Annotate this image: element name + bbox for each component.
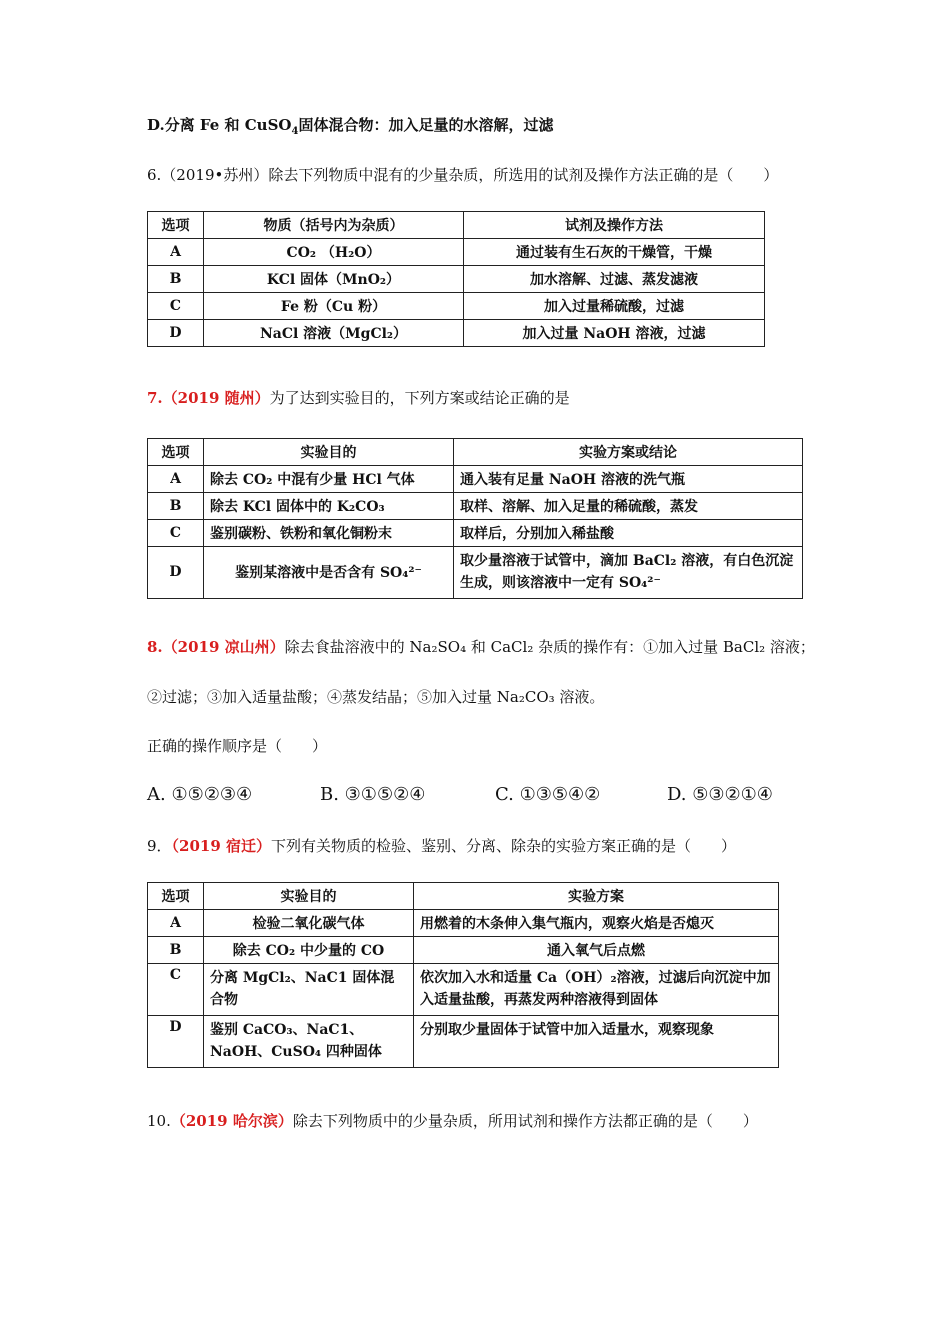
table-row: B 除去 KCl 固体中的 K₂CO₃ 取样、溶解、加入足量的稀硫酸，蒸发 (148, 493, 803, 520)
q9-stem: 9．（2019 宿迁）下列有关物质的检验、鉴别、分离、除杂的实验方案正确的是（ ） (147, 837, 737, 855)
table-row: B 除去 CO₂ 中少量的 CO 通入氧气后点燃 (148, 937, 779, 964)
q8-option-d: D. ⑤③②①④ (667, 784, 773, 805)
q8-stem-line3: 正确的操作顺序是（ ） (147, 737, 328, 755)
table-row: D 鉴别某溶液中是否含有 SO₄²⁻ 取少量溶液于试管中，滴加 BaCl₂ 溶液，有白色沉淀生成，则该溶液中一定有 SO₄²⁻ (148, 547, 803, 599)
q8-option-a: A. ①⑤②③④ (147, 784, 253, 805)
q6-table (147, 211, 765, 347)
q5-option-d: D.分离 Fe 和 CuSO$_4$固体混合物：加入足量的水溶解，过滤 (147, 116, 554, 137)
table-row: C 鉴别碳粉、铁粉和氧化铜粉末 取样后，分别加入稀盐酸 (148, 520, 803, 547)
table-row: A CO₂ （H₂O） 通过装有生石灰的干燥管，干燥 (148, 239, 765, 266)
table-row: A 检验二氧化碳气体 用燃着的木条伸入集气瓶内，观察火焰是否熄灭 (148, 910, 779, 937)
table-header-row: 选项 物质（括号内为杂质） 试剂及操作方法 (148, 212, 765, 239)
q8-stem-line2: ②过滤；③加入适量盐酸；④蒸发结晶；⑤加入过量 Na₂CO₃ 溶液。 (147, 688, 605, 706)
q8-option-b: B. ③①⑤②④ (320, 784, 426, 805)
q10-stem: 10.（2019 哈尔滨）除去下列物质中的少量杂质，所用试剂和操作方法都正确的是（ ） (147, 1112, 758, 1130)
q9-table (147, 882, 779, 1068)
table-row: C Fe 粉（Cu 粉） 加入过量稀硫酸，过滤 (148, 293, 765, 320)
table-header-row: 选项 实验目的 实验方案 (148, 883, 779, 910)
table-row: D 鉴别 CaCO₃、NaC1、NaOH、CuSO₄ 四种固体 分别取少量固体于试管中加入适量水，观察现象 (148, 1015, 779, 1067)
q7-stem: 7.（2019 随州）为了达到实验目的，下列方案或结论正确的是 (147, 389, 570, 407)
q8-option-c: C. ①③⑤④② (495, 784, 601, 805)
table-header-row: 选项 实验目的 实验方案或结论 (148, 439, 803, 466)
q7-table (147, 438, 803, 599)
q8-stem-line1: 8.（2019 凉山州）除去食盐溶液中的 Na₂SO₄ 和 CaCl₂ 杂质的操作有：①加入过量 BaCl₂ 溶液； (147, 638, 815, 656)
q6-stem: 6.（2019•苏州）除去下列物质中混有的少量杂质，所选用的试剂及操作方法正确的是（ ） (147, 166, 779, 184)
table-row: C 分离 MgCl₂、NaC1 固体混合物 依次加入水和适量 Ca（OH）₂溶液，过滤后向沉淀中加入适量盐酸，再蒸发两种溶液得到固体 (148, 964, 779, 1016)
table-row: A 除去 CO₂ 中混有少量 HCl 气体 通入装有足量 NaOH 溶液的洗气瓶 (148, 466, 803, 493)
table-row: B KCl 固体（MnO₂） 加水溶解、过滤、蒸发滤液 (148, 266, 765, 293)
table-row: D NaCl 溶液（MgCl₂） 加入过量 NaOH 溶液，过滤 (148, 320, 765, 347)
